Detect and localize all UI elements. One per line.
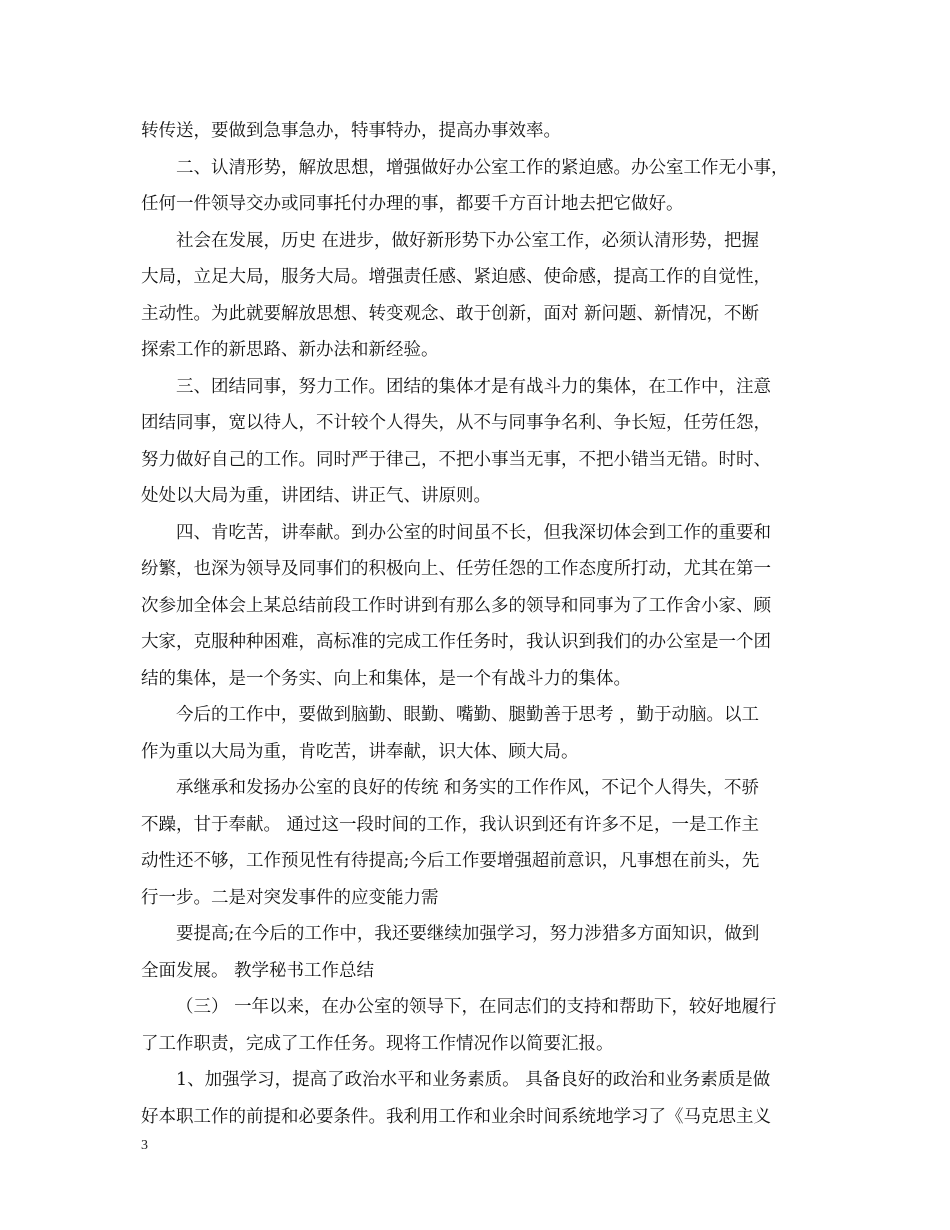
text-line: 了工作职责，完成了工作任务。现将工作情况作以简要汇报。 — [141, 1033, 614, 1054]
text-line: 主动性。为此就要解放思想、转变观念、敢于创新，面对 新问题、新情况，不断 — [141, 303, 760, 324]
text-line: 大局，立足大局，服务大局。增强责任感、紧迫感、使命感，提高工作的自觉性， — [141, 267, 771, 287]
text-line: 处处以大局为重，讲团结、讲正气、讲原则。 — [141, 486, 491, 506]
text-line: 次参加全体会上某总结前段工作时讲到有那么多的领导和同事为了工作舍小家、顾 — [141, 595, 771, 616]
text-line: 努力做好自己的工作。同时严于律己，不把小事当无事，不把小错当无错。时时、 — [141, 449, 771, 470]
text-line: 社会在发展，历史 在进步，做好新形势下办公室工作，必须认清形势，把握 — [176, 230, 760, 251]
text-line: 四、肯吃苦，讲奉献。到办公室的时间虽不长，但我深切体会到工作的重要和 — [176, 522, 771, 543]
text-line: 转传送，要做到急事急办，特事特办，提高办事效率。 — [141, 121, 561, 141]
text-line: 作为重以大局为重，肯吃苦，讲奉献，识大体、顾大局。 — [141, 741, 579, 762]
text-line: （三） 一年以来，在办公室的领导下，在同志们的支持和帮助下，较好地履行 — [176, 997, 777, 1017]
text-line: 大家，克服种种困难，高标准的完成工作任务时，我认识到我们的办公室是一个团 — [141, 632, 771, 652]
page-number: 3 — [141, 1138, 148, 1153]
text-line: 二、认清形势，解放思想，增强做好办公室工作的紧迫感。办公室工作无小事， — [176, 157, 789, 178]
text-line: 承继承和发扬办公室的良好的传统 和务实的工作作风，不记个人得失，不骄 — [176, 778, 760, 798]
text-line: 要提高;在今后的工作中，我还要继续加强学习，努力涉猎多方面知识，做到 — [176, 924, 760, 944]
text-line: 探索工作的新思路、新办法和新经验。 — [141, 340, 439, 360]
text-line: 团结同事，宽以待人，不计较个人得失，从不与同事争名利、争长短，任劳任怨， — [141, 413, 771, 433]
document-body — [141, 113, 831, 1135]
text-line: 行一步。二是对突发事件的应变能力需 — [141, 887, 439, 908]
text-line: 1、加强学习，提高了政治水平和业务素质。 具备良好的政治和业务素质是做 — [176, 1070, 771, 1090]
text-line: 不躁，甘于奉献。 通过这一段时间的工作，我认识到还有许多不足，一是工作主 — [141, 814, 760, 835]
text-line: 任何一件领导交办或同事托付办理的事，都要千方百计地去把它做好。 — [141, 194, 684, 214]
text-line: 结的集体，是一个务实、向上和集体，是一个有战斗力的集体。 — [141, 668, 631, 689]
text-line: 三、团结同事，努力工作。团结的集体才是有战斗力的集体，在工作中，注意 — [176, 376, 771, 397]
text-line: 全面发展。 教学秘书工作总结 — [141, 960, 375, 981]
text-line: 今后的工作中，要做到脑勤、眼勤、嘴勤、腿勤善于思考 ，勤于动脑。以工 — [176, 705, 760, 725]
text-line: 纷繁，也深为领导及同事们的积极向上、任劳任怨的工作态度所打动，尤其在第一 — [141, 559, 771, 579]
text-line: 好本职工作的前提和必要条件。我利用工作和业余时间系统地学习了《马克思主义 — [141, 1106, 771, 1127]
text-line: 动性还不够，工作预见性有待提高;今后工作要增强超前意识，凡事想在前头，先 — [141, 851, 760, 871]
